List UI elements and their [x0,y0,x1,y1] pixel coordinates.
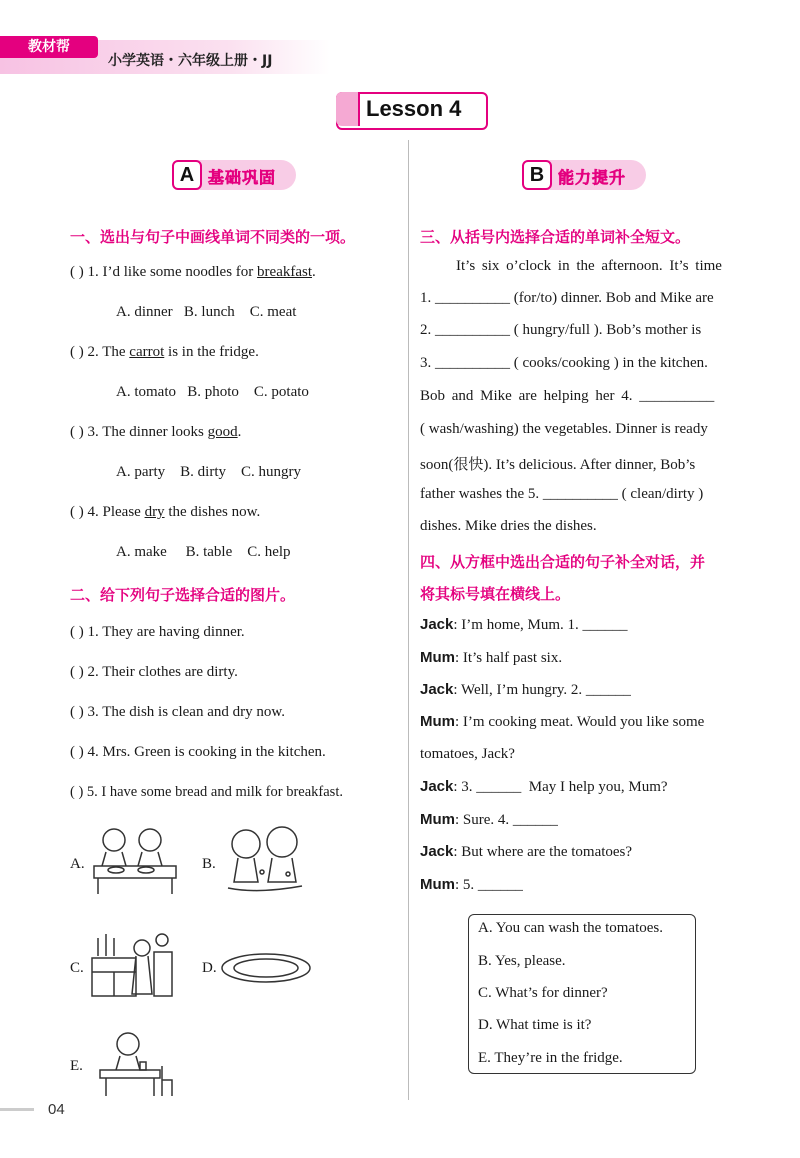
p2-item-3: ( ) 3. The dish is clean and dry now. [70,704,285,720]
page-number: 04 [48,1101,65,1118]
pic-label-e: E. [70,1058,83,1074]
dialogue-line-9: Mum: 5. ______ [420,876,523,893]
lesson-title: Lesson 4 [366,96,462,121]
p3-line-7: soon(很快). It’s delicious. After dinner, Bob’s [420,457,696,473]
option-c: C. What’s for dinner? [478,985,608,1001]
option-a: A. You can wash the tomatoes. [478,920,663,936]
dirty-kids-illustration [218,824,308,894]
p3-line-1: It’s six o’clock in the afternoon. It’s time [456,258,722,274]
breakfast-illustration [96,1030,176,1100]
part3-heading: 三、从括号内选择合适的单词补全短文。 [420,228,691,246]
q3-sentence: ( ) 3. The dinner looks good. [70,424,242,440]
q2-options: A. tomato B. photo C. potato [116,384,309,400]
kitchen-cooking-illustration [88,928,178,1000]
pic-label-c: C. [70,960,84,976]
pic-label-d: D. [202,960,217,976]
p3-line-9: dishes. Mike dries the dishes. [420,518,597,534]
q1-sentence: ( ) 1. I’d like some noodles for breakfast. [70,264,316,280]
header-tag: 教材帮 [0,36,98,58]
p3-line-3: 2. __________ ( hungry/full ). Bob’s mother is [420,322,702,338]
dialogue-line-4: Mum: I’m cooking meat. Would you like some [420,713,705,730]
q3-options: A. party B. dirty C. hungry [116,464,301,480]
column-divider [408,140,409,1100]
dialogue-line-7: Mum: Sure. 4. ______ [420,811,558,828]
p2-item-1: ( ) 1. They are having dinner. [70,624,245,640]
dialogue-line-6: Jack: 3. ______ May I help you, Mum? [420,778,668,795]
part4-heading-1: 四、从方框中选出合适的句子补全对话，并 [420,553,706,571]
dialogue-line-5: tomatoes, Jack? [420,746,515,762]
p3-line-6: ( wash/washing) the vegetables. Dinner is ready [420,421,708,437]
option-b: B. Yes, please. [478,953,566,969]
pic-label-b: B. [202,856,216,872]
option-e: E. They’re in the fridge. [478,1050,623,1066]
book-icon [336,92,360,126]
part1-heading: 一、选出与句子中画线单词不同类的一项。 [70,228,356,246]
p3-line-8: father washes the 5. __________ ( clean/dirty ) [420,486,704,502]
section-a-letter: A [172,160,202,190]
dialogue-line-8: Jack: But where are the tomatoes? [420,843,633,860]
section-b-letter: B [522,160,552,190]
q4-options: A. make B. table C. help [116,544,291,560]
q1-options: A. dinner B. lunch C. meat [116,304,297,320]
p2-item-2: ( ) 2. Their clothes are dirty. [70,664,238,680]
p3-line-4: 3. __________ ( cooks/cooking ) in the kitchen. [420,355,708,371]
p3-line-5: Bob and Mike are helping her 4. __________ [420,388,715,404]
part2-heading: 二、给下列句子选择合适的图片。 [70,586,296,604]
header-title: 小学英语・六年级上册・JJ [108,53,273,69]
part4-heading-2: 将其标号填在横线上。 [420,585,571,603]
page-bar [0,1108,34,1111]
q2-sentence: ( ) 2. The carrot is in the fridge. [70,344,259,360]
q4-sentence: ( ) 4. Please dry the dishes now. [70,504,261,520]
section-a-label: 基础巩固 [208,168,277,187]
dialogue-line-2: Mum: It’s half past six. [420,649,563,666]
section-b-label: 能力提升 [558,168,627,187]
dialogue-line-3: Jack: Well, I’m hungry. 2. ______ [420,681,631,698]
p2-item-4: ( ) 4. Mrs. Green is cooking in the kitchen. [70,744,326,760]
p3-line-2: 1. __________ (for/to) dinner. Bob and Mike are [420,290,714,306]
dialogue-line-1: Jack: I’m home, Mum. 1. ______ [420,616,628,633]
family-dinner-illustration [88,826,184,896]
p2-item-5: ( ) 5. I have some bread and milk for breakfast. [70,784,343,800]
pic-label-a: A. [70,856,85,872]
option-d: D. What time is it? [478,1017,592,1033]
clean-dish-illustration [220,950,312,986]
